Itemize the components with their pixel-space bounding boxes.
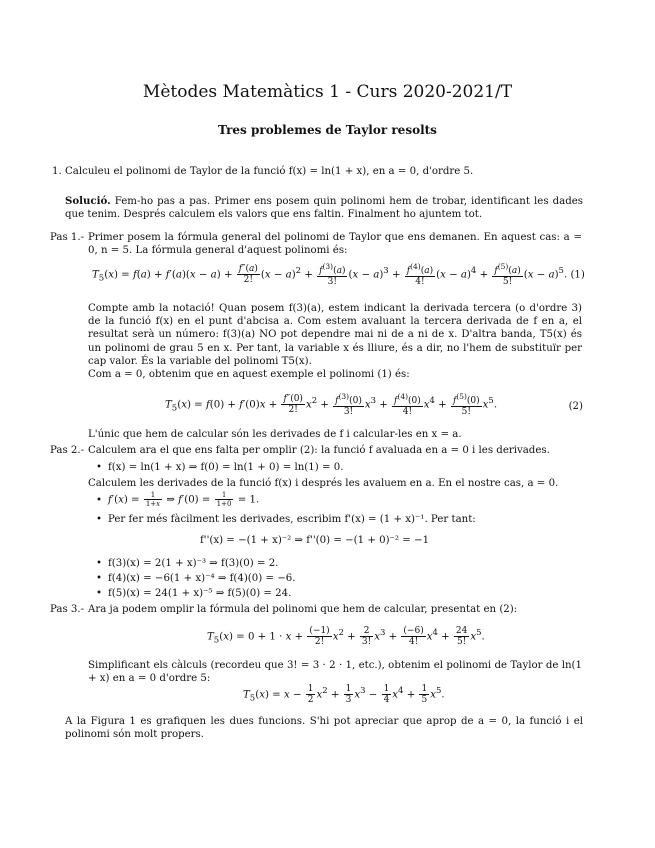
frac-second: $\frac{f''(a)}{2!}$ — [238, 264, 258, 285]
bullet-dot: • — [96, 514, 103, 525]
solution-paragraph — [65, 195, 583, 221]
bullet-dot: • — [96, 462, 103, 473]
document-subtitle: Tres problemes de Taylor resolts — [218, 123, 437, 137]
bullet-dot: • — [96, 495, 103, 506]
step2-intro: Calculem ara el que ens falta per omplir (2): la funció f avaluada en a = 0 i les derivades. — [88, 445, 550, 456]
closing-paragraph: A la Figura 1 es grafiquen les dues funcions. S'hi pot apreciar que aprop de a = 0, la funció i el polinomi són molt propers. — [65, 716, 583, 741]
frac-2-second: $\frac{f''(0)}{2!}$ — [283, 394, 303, 415]
bullet-dot: • — [96, 558, 103, 569]
step3-intro: Ara ja podem omplir la fórmula del polinomi que hem de calcular, presentat en (2): — [88, 604, 518, 615]
step1-label: Pas 1.- — [50, 232, 85, 243]
bullet-hint: Per fer més fàcilment les derivades, escribim f'(x) = (1 + x)⁻¹. Per tant: — [108, 514, 476, 525]
frac-fourth: $\frac{f^{(4)}(a)}{4!}$ — [406, 262, 434, 287]
step1-after: L'únic que hem de calcular són les derivades de f i calcular-les en x = a. — [88, 429, 462, 440]
frac-half: $\frac{1}{2}$ — [307, 684, 314, 705]
notation-note: Compte amb la notació! Quan posem f(3)(a), estem indicant la derivada tercera (o d'ordre 3) de la funció f(x) en el punt d'abcisa a. Com estem avaluant la tercera derivada de f en a, el resultat serà un número: f(3)(a) NO pot dependre mai ni de a ni de x. D'altra banda, T5(x) és un polinomi de grau 5 en x. Per tant, la variable x és lliure, és a dir, no l'hem de substituïr per cap valor. És la variable del polinomi T5(x). — [88, 303, 582, 367]
frac-2-fourth: $\frac{f^{(4)}(0)}{4!}$ — [394, 392, 421, 417]
problem-statement: Calculeu el polinomi de Taylor de la funció f(x) = ln(1 + x), en a = 0, d'ordre 5. — [65, 166, 474, 177]
with-a0-text: Com a = 0, obtenim que en aquest exemple el polinomi (1) és: — [88, 369, 410, 380]
equation-second-derivative: f''(x) = −(1 + x)⁻² ⇒ f''(0) = −(1 + 0)⁻² = −1 — [200, 535, 430, 546]
bullet-fifth-derivative: f(5)(x) = 24(1 + x)⁻⁵ ⇒ f(5)(0) = 24. — [108, 588, 292, 599]
frac-third-c: $\frac{1}{3}$ — [345, 684, 352, 705]
step2-label: Pas 2.- — [50, 445, 85, 456]
bullet-dot: • — [96, 573, 103, 584]
solution-text: Fem-ho pas a pas. Primer ens posem quin polinomi hem de trobar, identificant les dades que tenim. Després calculem els valors que ens faltin. Finalment ho ajuntem tot. — [65, 196, 583, 221]
bullet-dot: • — [96, 588, 103, 599]
equation-2-number: (2) — [568, 401, 583, 412]
frac-inv: $\frac{1}{1+x}$ — [145, 491, 161, 508]
document-title: Mètodes Matemàtics 1 - Curs 2020-2021/T — [142, 82, 513, 102]
step3-label: Pas 3.- — [50, 604, 85, 615]
solution-label: Solució. — [65, 195, 111, 207]
equation-1-number: (1) — [570, 269, 585, 281]
bullet-f-value: f(x) = ln(1 + x) ⇒ f(0) = ln(1 + 0) = ln(1) = 0. — [108, 462, 344, 473]
frac-fifth-c: $\frac{1}{5}$ — [421, 684, 428, 705]
frac-fifth: $\frac{f^{(5)}(a)}{5!}$ — [494, 262, 521, 287]
problem-number: 1. — [52, 166, 62, 177]
frac-2-fifth: $\frac{f^{(5)}(0)}{5!}$ — [452, 392, 480, 417]
bullet-third-derivative: f(3)(x) = 2(1 + x)⁻³ ⇒ f(3)(0) = 2. — [108, 558, 279, 569]
frac-m1: $\frac{(-1)}{2!}$ — [309, 626, 330, 647]
frac-2-third: $\frac{f^{(3)}(0)}{3!}$ — [335, 392, 362, 417]
bullet-first-derivative: f′(x) = $\frac{1}{1+x}$ ⇒ f′(0) = $\frac{1}{1+0}$ = 1. — [108, 491, 260, 508]
step1-intro: Primer posem la fórmula general del polinomi de Taylor que ens demanen. En aquest cas: a = 0, n = 5. La fórmula general d'aquest polinomi és: — [88, 232, 582, 257]
equation-1: $T_5(x) = f(a) + f'(a)(x - a)$ + $\frac{f''(a)}{2!}$ $(x - a)^2$ + $\frac{f^{(3)}(a)}{3!}$ $(x - a)^3$ + $\frac{f^{(4)}(a)}{4!}$ $(x - a)^4$ + $\frac{f^{(5)}(a)}{5!}$ $(x - a)^5$. (1) — [92, 262, 585, 287]
equation-2: $T_5(x) = f(0) + f'(0)x$ + $\frac{f''(0)}{2!}$ $x^2$ + $\frac{f^{(3)}(0)}{3!}$ $x^3$ + $\frac{f^{(4)}(0)}{4!}$ $x^4$ + $\frac{f^{(5)}(0)}{5!}$ $x^5$. — [165, 392, 498, 417]
frac-inv0: $\frac{1}{1+0}$ — [216, 491, 232, 508]
frac-third: $\frac{f^{(3)}(a)}{3!}$ — [319, 262, 346, 287]
equation-final: $T_5(x) = x$ − $\frac{1}{2}$ $x^2$ + $\frac{1}{3}$ $x^3$ − $\frac{1}{4}$ $x^4$ + $\frac{1}{5}$ $x^5$. — [243, 684, 445, 705]
frac-quarter: $\frac{1}{4}$ — [383, 684, 390, 705]
bullet-fourth-derivative: f(4)(x) = −6(1 + x)⁻⁴ ⇒ f(4)(0) = −6. — [108, 573, 296, 584]
step3-simplify: Simplificant els càlculs (recordeu que 3! = 3 · 2 · 1, etc.), obtenim el polinomi de Taylor de ln(1 + x) en a = 0 d'ordre 5: — [88, 660, 582, 685]
step2-middle: Calculem les derivades de la funció f(x) i després les avaluem en a. En el nostre cas, a = 0. — [88, 478, 559, 489]
equation-filled: $T_5(x) = 0 + 1 \cdot x$ + $\frac{(-1)}{2!}$ $x^2$ + $\frac{2}{3!}$ $x^3$ + $\frac{(-6)}{4!}$ $x^4$ + $\frac{24}{5!}$ $x^5$. — [207, 626, 485, 647]
frac-m6: $\frac{(-6)}{4!}$ — [403, 626, 424, 647]
frac-24: $\frac{24}{5!}$ — [455, 626, 468, 647]
frac-2: $\frac{2}{3!}$ — [361, 626, 372, 647]
